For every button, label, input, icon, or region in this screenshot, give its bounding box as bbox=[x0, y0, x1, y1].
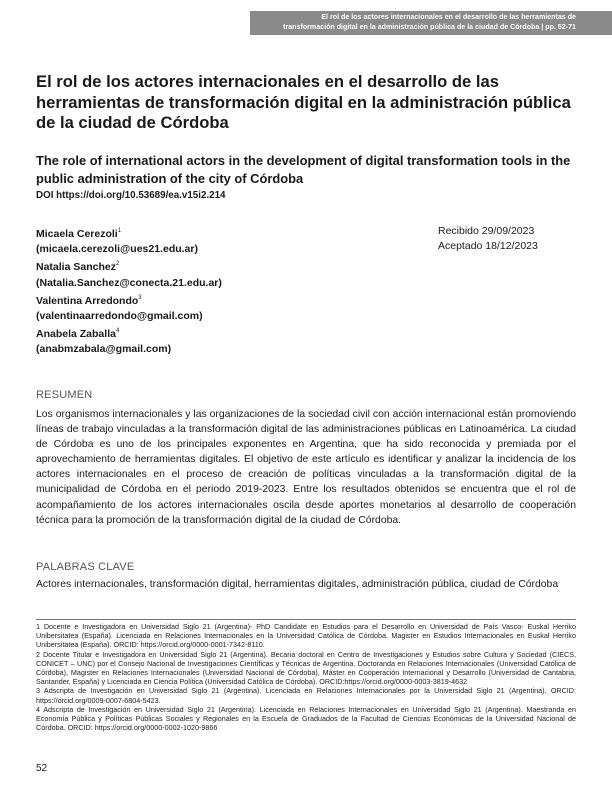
author-list bbox=[36, 224, 336, 358]
author-name: Valentina Arredondo$^3$ bbox=[36, 294, 142, 307]
abstract-text: Los organismos internacionales y las organizaciones de la sociedad civil con acción internacional están promoviendo líneas de trabajo vinculadas a la transformación digital de las administraciones públicas en Latinoamérica. La ciudad de Córdoba es uno de los principales exponentes en Argentina, que ha sido reconocida y premiada por el aprovechamiento de herramientas digitales. El objetivo de este artículo es identificar y analizar la incidencia de los actores internacionales en el proceso de creación de políticas vinculadas a la transformación digital de la municipalidad de Córdoba en el periodo 2019-2023. Entre los resultados obtenidos se encuentra que el rol de acompañamiento de los actores internacionales oscila desde aportes monetarios al desarrollo de cooperación técnica para la promoción de la transformación digital de la ciudad de Córdoba. bbox=[36, 409, 576, 526]
running-header bbox=[256, 13, 576, 32]
accepted-date: Aceptado 18/12/2023 bbox=[438, 240, 538, 253]
footnote-marker: 3 bbox=[138, 294, 142, 301]
keywords-heading: PALABRAS CLAVE bbox=[36, 561, 135, 573]
footnote-marker: 2 bbox=[115, 261, 120, 268]
article-title-spanish: El rol de los actores internacionales en el desarrollo de las herramientas de transformación digital en la administración pública de la ciudad de Córdoba bbox=[36, 72, 571, 132]
footnote: 1 Docente e Investigadora en Universidad Siglo 21 (Argentina)- PhD Candidate en Estudios para el Desarrollo en Universidad de País Vasco- Euskal Herriko Unibersitatea (España). Licenciada en Relaciones Internacionales en la Universidad Católica de Córdoba. Magister en Estudios Internacionales en Euskal Herriko Unibersitatea (España). ORCID: https://orcid.org/0000-0001-7342-8110. bbox=[36, 622, 576, 650]
footnote-marker: 4 bbox=[115, 328, 120, 335]
footnote: 3 Adscripta de Investigación en Universidad Siglo 21 (Argentina). Licenciada en Relaciones Internacionales por la Universidad Siglo 21 (Argentina). ORCID: https://orcid.org/0009-0007-6804-5423. bbox=[36, 686, 576, 705]
page-number: 52 bbox=[36, 763, 48, 774]
author-email[interactable]: (valentinaarredondo@gmail.com) bbox=[36, 310, 203, 323]
keywords-text: Actores internacionales, transformación digital, herramientas digitales, administración pública, ciudad de Córdoba bbox=[36, 579, 559, 590]
author-name: Natalia Sanchez$^2$ bbox=[36, 261, 120, 274]
article-title-english: The role of international actors in the development of digital transformation tools in the public administration of the city of Córdoba bbox=[36, 153, 571, 186]
footnote: 4 Adscripta de Investigación en Universidad Siglo 21 (Argentina). Licenciada en Relaciones Internacionales en Universidad Siglo 21 (Argentina). Maestranda en Economía Pública y Políticas Públicas Sociales y Regionales en la Escuela de Graduados de la Facultad de Ciencias Económicas de la Universidad Nacional de Córdoba. ORCID: https://orcid.org/0000-0002-1020-9866 bbox=[36, 704, 576, 733]
author-email[interactable]: (Natalia.Sanchez@conecta.21.edu.ar) bbox=[36, 276, 222, 289]
running-header-band bbox=[250, 11, 612, 35]
footnote: 2 Docente Titular e Investigadora en Universidad Siglo 21 (Argentina). Becaria doctoral en Centro de Investigaciones y Estudios sobre Cultura y Sociedad (CIECS, CONICET – UNC) por el Consejo Nacional de Investigaciones Científicas y Técnicas de Argentina. Doctoranda en Relaciones Internacionales (Universidad Católica de Córdoba), Magister en Relaciones Internacionales (Universidad Nacional de Córdoba), Máster en Cooperación Internacional y Desarrollo (Universidad de Cantabria, Santander, España) y Licenciada en Ciencia Política (Universidad Católica de Córdoba). ORCID:https://orcid.org/0000-0003-3819-4632 bbox=[36, 649, 576, 687]
doi-link[interactable]: DOI https://doi.org/10.53689/ea.v15i2.214 bbox=[36, 190, 226, 201]
footnote-divider bbox=[36, 619, 576, 620]
received-date: Recibido 29/09/2023 bbox=[438, 225, 535, 237]
running-header-line-2: transformación digital en la administración pública de la ciudad de Córdoba | pp. 52-71 bbox=[283, 22, 576, 31]
running-header-line-1: El rol de los actores internacionales en el desarrollo de las herramientas de bbox=[321, 13, 576, 21]
author-name: Anabela Zaballa$^4$ bbox=[36, 328, 120, 341]
abstract-heading: RESUMEN bbox=[36, 389, 93, 401]
footnotes bbox=[36, 622, 576, 732]
author-email[interactable]: (micaela.cerezoli@ues21.edu.ar) bbox=[36, 243, 198, 256]
footnote-marker: 1 bbox=[117, 228, 122, 234]
author-email[interactable]: (anabmzabala@gmail.com) bbox=[36, 343, 172, 356]
author-name: Micaela Cerezoli$^1$ bbox=[36, 228, 122, 240]
submission-dates bbox=[438, 224, 578, 254]
